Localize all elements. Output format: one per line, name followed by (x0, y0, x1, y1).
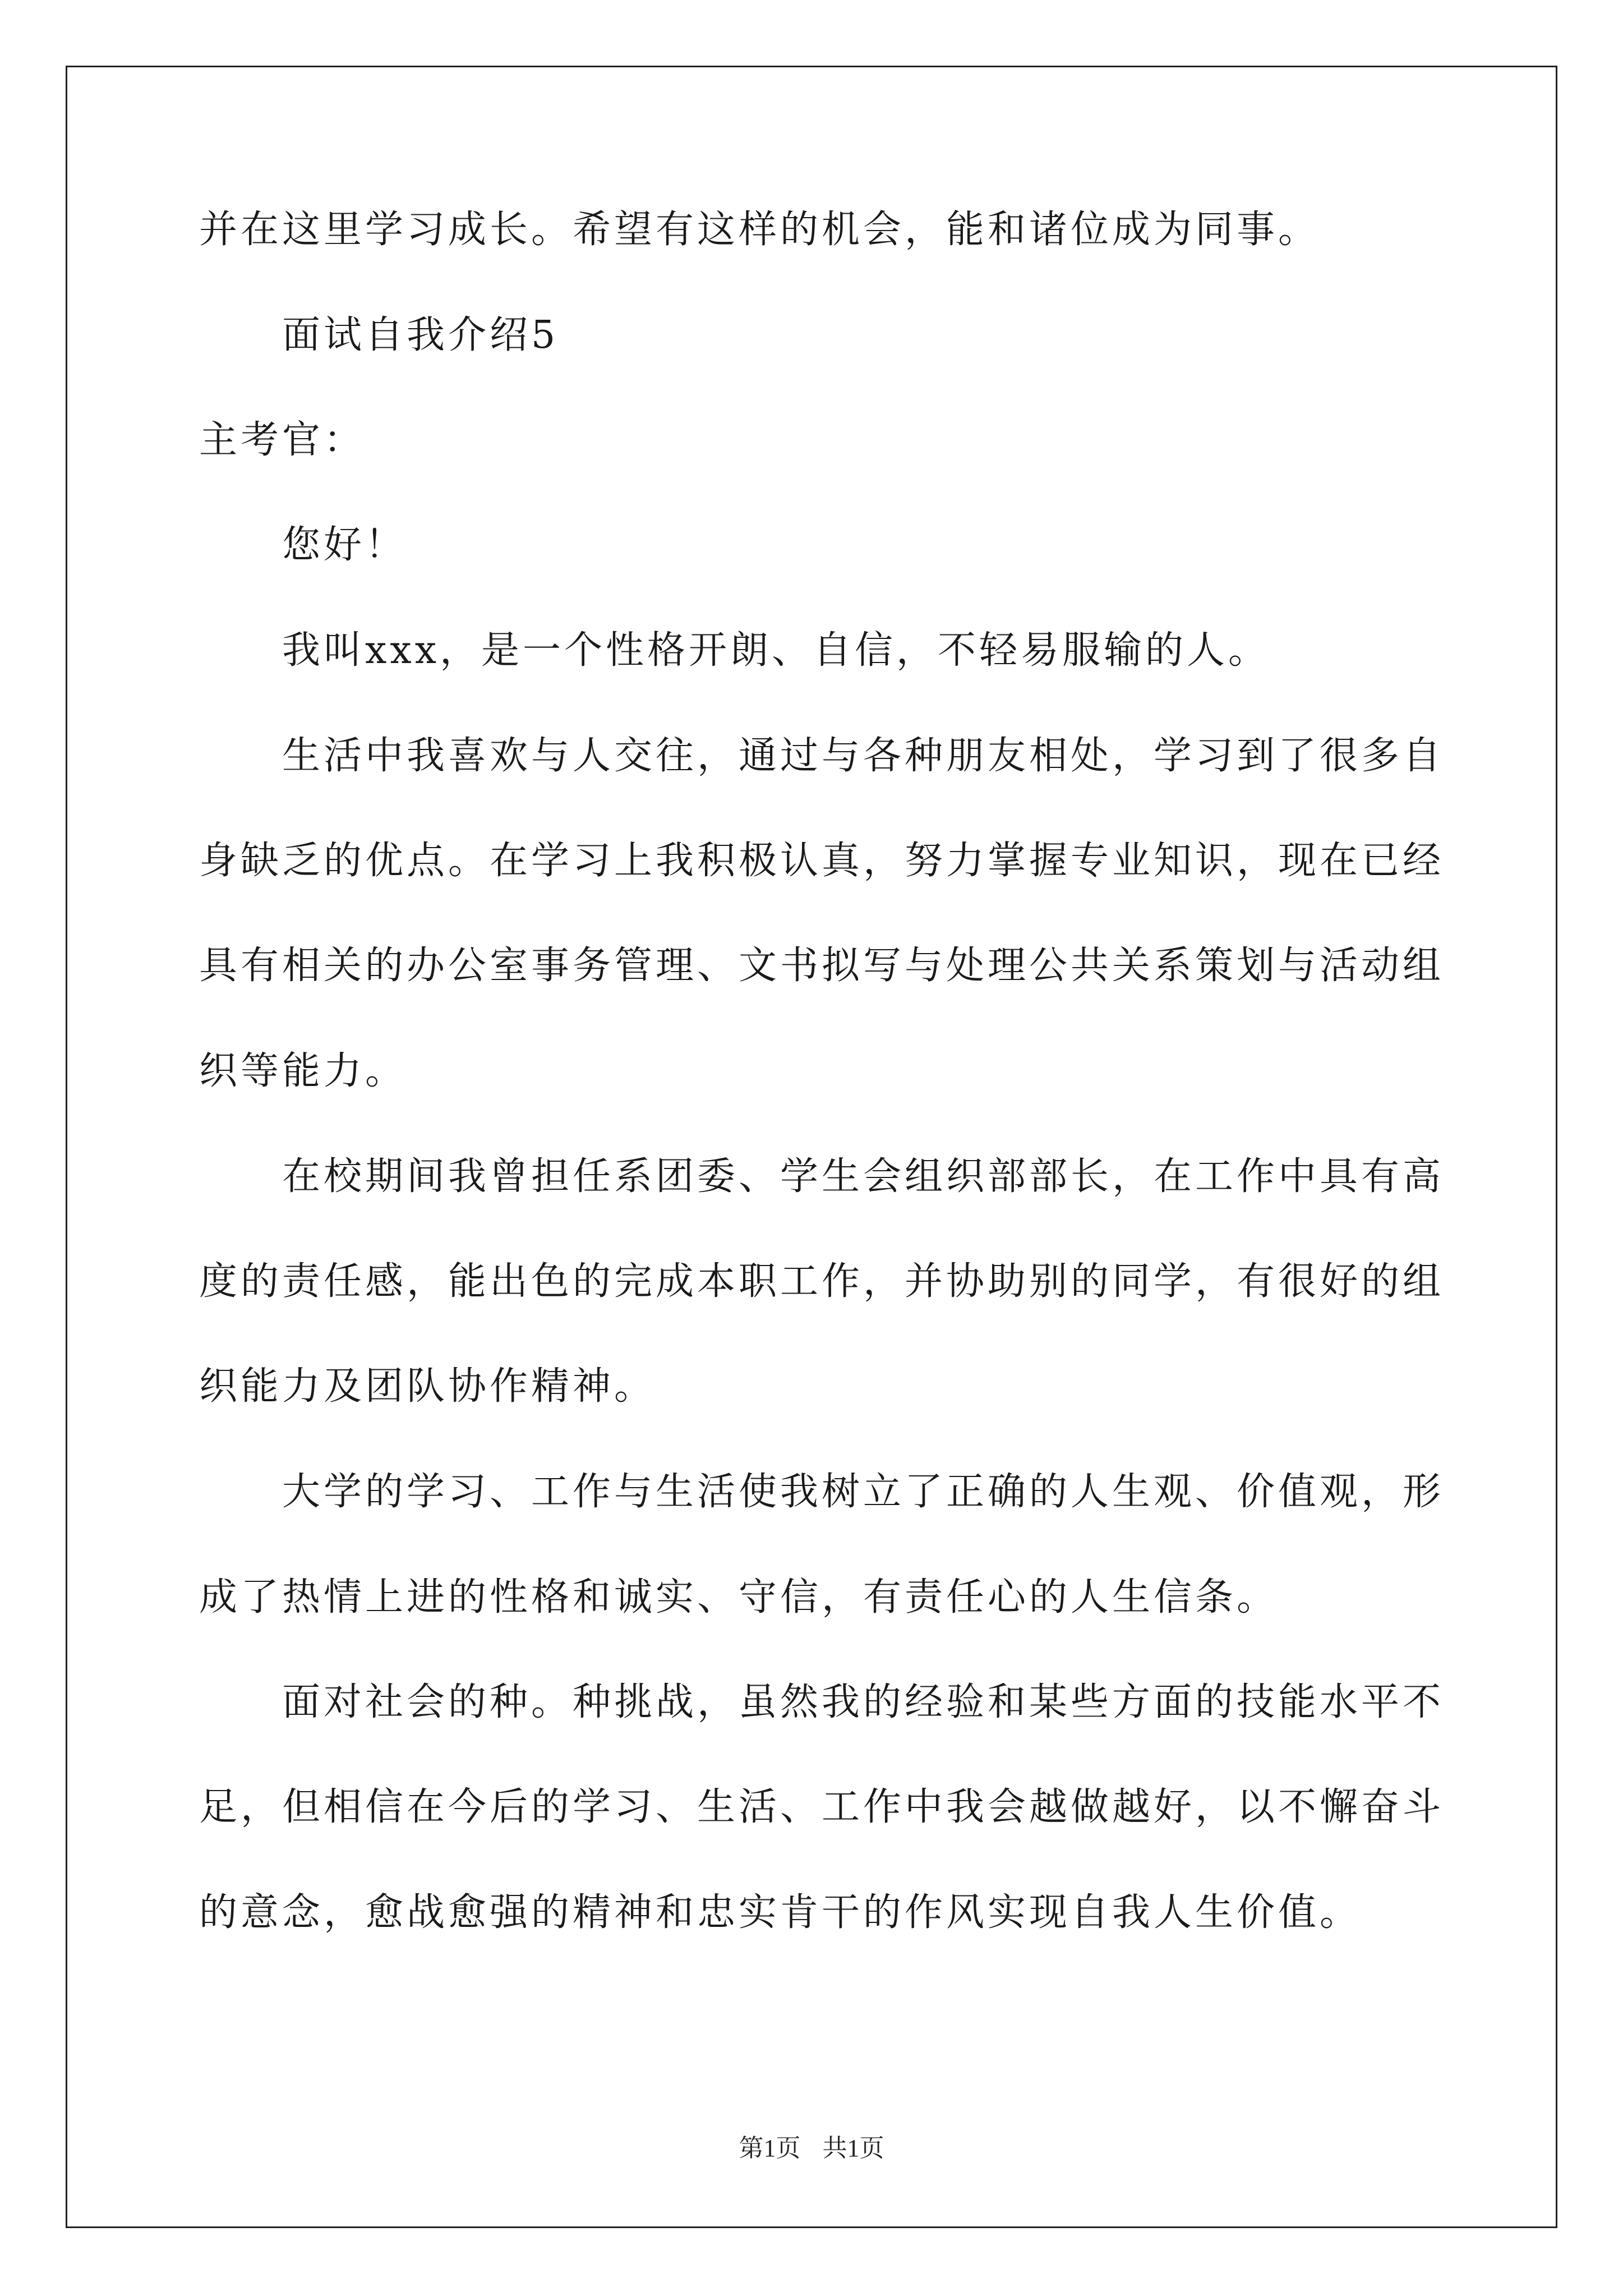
paragraph-line: 度的责任感，能出色的完成本职工作，并协助别的同学，有很好的组 (199, 1259, 1445, 1304)
paragraph-line: 大学的学习、工作与生活使我树立了正确的人生观、价值观，形 (282, 1470, 1445, 1514)
paragraph-line: 面对社会的种。种挑战，虽然我的经验和某些方面的技能水平不 (282, 1680, 1445, 1724)
paragraph-line: 成了热情上进的性格和诚实、守信，有责任心的人生信条。 (199, 1575, 1279, 1619)
paragraph-line: 织等能力。 (199, 1049, 407, 1093)
paragraph-line: 足，但相信在今后的学习、生活、工作中我会越做越好，以不懈奋斗 (199, 1785, 1445, 1829)
paragraph-line: 身缺乏的优点。在学习上我积极认真，努力掌握专业知识，现在已经 (199, 839, 1445, 883)
salutation: 主考官： (199, 418, 366, 462)
paragraph-line: 在校期间我曾担任系团委、学生会组织部部长，在工作中具有高 (282, 1154, 1445, 1199)
paragraph-line: 我叫xxx，是一个性格开朗、自信，不轻易服输的人。 (282, 628, 1270, 673)
page-footer (0, 2132, 1623, 2165)
greeting: 您好！ (282, 523, 407, 567)
page-number: 第1页 (739, 2134, 801, 2162)
section-heading: 面试自我介绍5 (282, 313, 559, 357)
paragraph-line: 具有相关的办公室事务管理、文书拟写与处理公共关系策划与活动组 (199, 944, 1445, 988)
paragraph-line: 生活中我喜欢与人交往，通过与各种朋友相处，学习到了很多自 (282, 734, 1445, 778)
paragraph-line: 并在这里学习成长。希望有这样的机会，能和诸位成为同事。 (199, 208, 1320, 252)
paragraph-line: 的意念，愈战愈强的精神和忠实肯干的作风实现自我人生价值。 (199, 1890, 1362, 1935)
paragraph-line: 织能力及团队协作精神。 (199, 1364, 656, 1409)
page-total: 共1页 (822, 2134, 884, 2162)
